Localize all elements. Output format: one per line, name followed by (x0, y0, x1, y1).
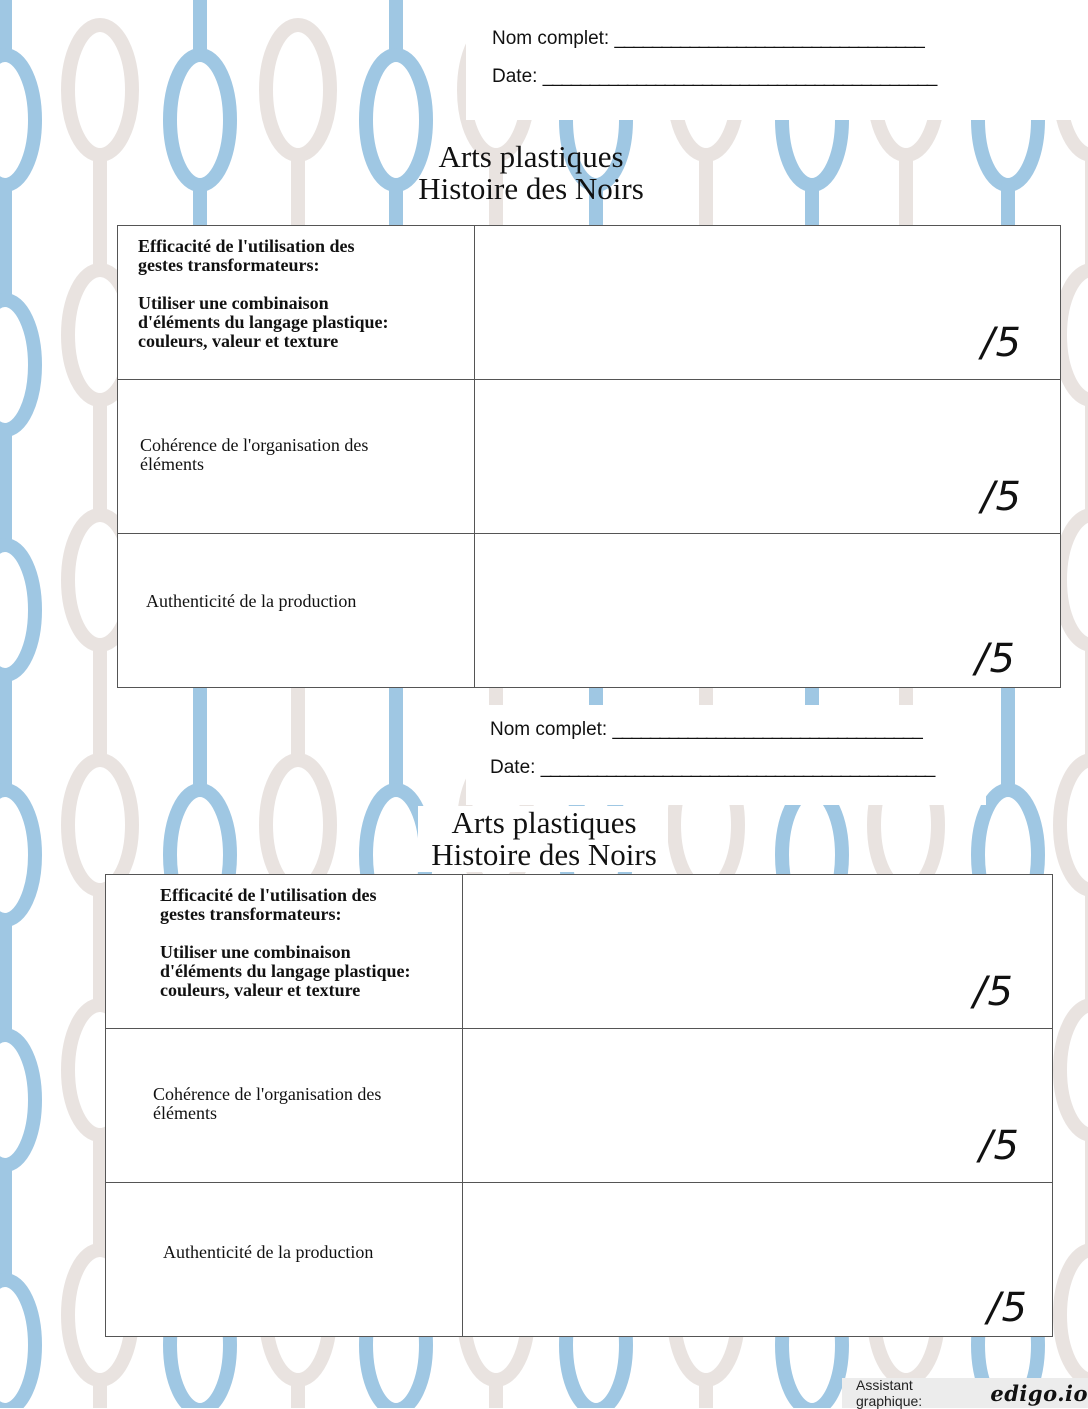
criterion-text: Utiliser une combinaison (160, 941, 351, 962)
rubric-table (117, 225, 1061, 688)
criterion-text: gestes transformateurs: (160, 903, 342, 924)
name-blank-line[interactable]: _________________________________ (614, 28, 924, 49)
name-blank-line[interactable]: _________________________________ (612, 719, 922, 740)
criterion-cell (118, 534, 475, 688)
criterion-text: Cohérence de l'organisation des (153, 1083, 382, 1104)
title-line-1: Arts plastiques (438, 139, 624, 174)
rubric-row (118, 534, 1061, 688)
footer-label: Assistant graphique: (856, 1377, 923, 1409)
date-label: Date: (492, 66, 538, 87)
brand-logo-link[interactable]: edigo.io (990, 1380, 1088, 1406)
criterion-cell (106, 1029, 463, 1183)
title-line-2: Histoire des Noirs (418, 171, 644, 206)
criterion-text: éléments (140, 453, 204, 474)
score-cell[interactable] (475, 226, 1061, 380)
rubric-row (106, 875, 1053, 1029)
criterion-text: Authenticité de la production (146, 591, 357, 611)
criterion-text: Efficacité de l'utilisation des (160, 884, 377, 905)
score-cell[interactable] (475, 380, 1061, 534)
criterion-text: Authenticité de la production (163, 1242, 374, 1262)
criterion-cell (106, 1183, 463, 1337)
criterion-cell (118, 380, 475, 534)
criterion-cell (118, 226, 475, 380)
page-title (380, 141, 682, 205)
score-cell[interactable] (463, 1029, 1053, 1183)
criterion-text: éléments (153, 1102, 217, 1123)
score-cell[interactable] (463, 875, 1053, 1029)
date-label: Date: (490, 757, 536, 778)
criterion-text: Cohérence de l'organisation des (140, 434, 369, 455)
criterion-text: Efficacité de l'utilisation des (138, 235, 355, 256)
criterion-text: d'éléments du langage plastique: (138, 311, 389, 332)
date-field[interactable] (492, 58, 936, 96)
name-label: Nom complet: (490, 719, 608, 740)
name-label: Nom complet: (492, 28, 610, 49)
date-blank-line[interactable]: __________________________________________ (542, 66, 937, 87)
date-field[interactable] (490, 749, 934, 787)
criterion-cell (106, 875, 463, 1029)
name-field[interactable] (490, 711, 934, 749)
rubric-row (118, 380, 1061, 534)
score-out-of-5: /5 (979, 1123, 1020, 1169)
criterion-text: couleurs, valeur et texture (160, 979, 361, 1000)
rubric-table (105, 874, 1053, 1337)
criterion-text: d'éléments du langage plastique: (160, 960, 411, 981)
footer-credit (842, 1378, 1088, 1408)
score-cell[interactable] (463, 1183, 1053, 1337)
score-out-of-5: /5 (981, 474, 1022, 520)
criterion-text: Utiliser une combinaison (138, 292, 329, 313)
rubric-row (106, 1029, 1053, 1183)
student-fields (490, 711, 934, 787)
score-out-of-5: /5 (975, 636, 1016, 682)
rubric-row (118, 226, 1061, 380)
score-out-of-5: /5 (981, 320, 1022, 366)
page-title (393, 807, 695, 871)
title-line-1: Arts plastiques (451, 805, 637, 840)
criterion-text: gestes transformateurs: (138, 254, 320, 275)
title-line-2: Histoire des Noirs (431, 837, 657, 872)
score-out-of-5: /5 (973, 969, 1014, 1015)
criterion-text: couleurs, valeur et texture (138, 330, 339, 351)
student-fields (492, 20, 936, 96)
date-blank-line[interactable]: __________________________________________ (540, 757, 935, 778)
score-out-of-5: /5 (987, 1285, 1028, 1331)
score-cell[interactable] (475, 534, 1061, 688)
rubric-row (106, 1183, 1053, 1337)
name-field[interactable] (492, 20, 936, 58)
